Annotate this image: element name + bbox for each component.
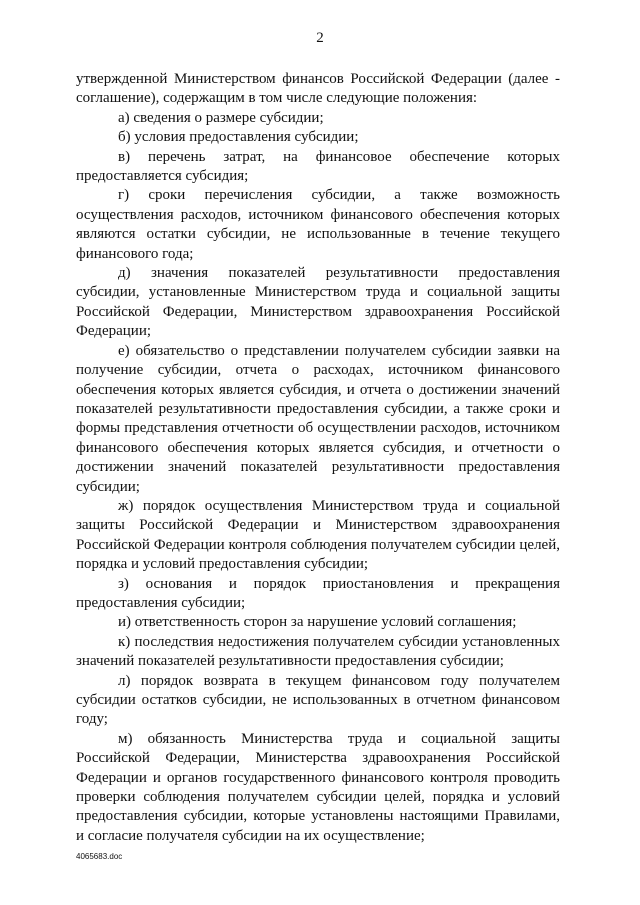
- paragraph-item-b: б) условия предоставления субсидии;: [118, 129, 359, 146]
- document-body: [76, 70, 560, 846]
- paragraph-item-l: л) порядок возврата в текущем финансовом году получателем субсидии остатков субсидии, не использованных в отчетном финансовом году;: [76, 672, 560, 728]
- paragraph-continuation: утвержденной Министерством финансов Российской Федерации (далее - соглашение), содержащим в том числе следующие положения:: [76, 71, 560, 107]
- page-number: 2: [316, 30, 324, 46]
- paragraph-item-m: м) обязанность Министерства труда и социальной защиты Российской Федерации, Министерства здравоохранения Российской Федерации и органов государственного финансового контроля проводить проверки соблюдения получателем субсидии целей, порядка и условий предоставления субсидии, которые установлены настоящими Правилами, и согласие получателя субсидии на их осуществление;: [76, 730, 560, 844]
- paragraph-item-i: и) ответственность сторон за нарушение условий соглашения;: [118, 614, 517, 631]
- paragraph-item-v: в) перечень затрат, на финансовое обеспечение которых предоставляется субсидия;: [76, 148, 560, 185]
- paragraph-item-a: а) сведения о размере субсидии;: [118, 109, 324, 126]
- paragraph-item-g: г) сроки перечисления субсидии, а также возможность осуществления расходов, источником финансового обеспечения которых являются остатки субсидии, не использованные в течение текущего финансового года;: [76, 187, 560, 262]
- paragraph-item-k: к) последствия недостижения получателем субсидии установленных значений показателей результативности предоставления субсидии;: [76, 633, 560, 670]
- document-filename-footer: 4065683.doc: [76, 852, 123, 861]
- paragraph-item-d: д) значения показателей результативности предоставления субсидии, установленные Министерством труда и социальной защиты Российской Федерации, Министерством здравоохранения Российской Федерации;: [76, 265, 560, 340]
- paragraph-item-z: з) основания и порядок приостановления и прекращения предоставления субсидии;: [76, 575, 560, 611]
- paragraph-item-e: е) обязательство о представлении получателем субсидии заявки на получение субсидии, отчета о расходах, источником финансового обеспечения которых является субсидия, и отчета о достижении значений показателей результативности предоставления субсидии, а также сроки и формы представления отчетности об осуществлении расходов, источником финансового обеспечения которых является субсидия, и отчетности о достижении значений показателей результативности предоставления субсидии;: [76, 342, 560, 495]
- paragraph-item-zh: ж) порядок осуществления Министерством труда и социальной защиты Российской Федерации и Министерством здравоохранения Российской Федерации контроля соблюдения получателем субсидии целей, порядка и условий предоставления субсидии;: [76, 497, 560, 573]
